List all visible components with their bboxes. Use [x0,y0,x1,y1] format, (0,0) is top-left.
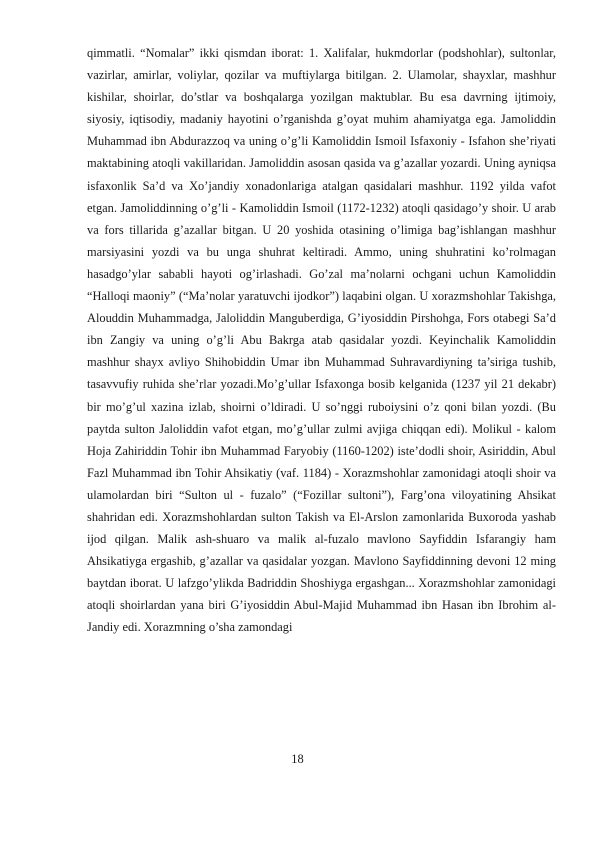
body-paragraph: qimmatli. “Nomalar” ikki qismdan iborat: 1. Xalifalar, hukmdorlar (podshohlar), sultonlar, vazirlar, amirlar, voliylar, qozilar va muftiylarga bitilgan. 2. Ulamolar, shayxlar, mashhur kishilar, shoirlar, do’stlar va boshqalarga yozilgan maktublar. Bu esa davrning ijtimoiy, siyosiy, iqtisodiy, madaniy hayotini o’rganishda g’oyat muhim ahamiyatga ega. Jamoliddin Muhammad ibn Abdurazzoq va uning o’g’li Kamoliddin Ismoil Isfaxoniy - Isfahon she’riyati maktabining atoqli vakillaridan. Jamoliddin asosan qasida va g’azallar yozardi. Uning ayniqsa isfaxonlik Sa’d va Xo’jandiy xonadonlariga atalgan qasidalari mashhur. 1192 yilda vafot etgan. Jamoliddinning o’g’li - Kamoliddin Ismoil (1172-1232) atoqli qasidago’y shoir. U arab va fors tillarida g’azallar bitgan. U 20 yoshida otasining o’limiga bag’ishlangan mashhur marsiyasini yozdi va bu unga shuhrat keltiradi. Ammo, uning shuhratini ko’rolmagan hasadgo’ylar sababli hayoti og’irlashadi. Go’zal ma’nolarni ochgani uchun Kamoliddin “Halloqi maoniy” (“Ma’nolar yaratuvchi ijodkor”) laqabini olgan. U xorazmshohlar Takishga, Alouddin Muhammadga, Jaloliddin Manguberdiga, G’iyosiddin Pirshohga, Fors otabegi Sa’d ibn Zangiy va uning o’g’li Abu Bakrga atab qasidalar yozdi. Keyinchalik Kamoliddin mashhur shayx avliyo Shihobiddin Umar ibn Muhammad Suhravardiyning ta’siriga tushib, tasavvufiy ruhida she’rlar yozadi.Mo’g’ullar Isfaxonga bosib kelganida (1237 yil 21 dekabr) bir mo’g’ul xazina izlab, shoirni o’ldiradi. U so’nggi ruboiysini o’z qoni bilan yozdi. (Bu paytda sulton Jaloliddin vafot etgan, mo’g’ullar zulmi avjiga chiqqan edi). Molikul - kalom Hoja Zahiriddin Tohir ibn Muhammad Faryobiy (1160-1202) iste’dodli shoir, Asiriddin, Abul Fazl Muhammad ibn Tohir Ahsikatiy (vaf. 1184) - Xorazmshohlar zamonidagi atoqli shoir va ulamolardan biri “Sulton ul - fuzalo” (“Fozillar sultoni”), Farg’ona viloyatining Ahsikat shahridan edi. Xorazmshohlardan sulton Takish va El-Arslon zamonlarida Buxoroda yashab ijod qilgan. Malik ash-shuaro va malik al-fuzalo mavlono Sayfiddin Isfarangiy ham Ahsikatiyga ergashib, g’azallar va qasidalar yozgan. Mavlono Sayfiddinning devoni 12 ming baytdan iborat. U lafzgo’ylikda Badriddin Shoshiyga ergashgan... Xorazmshohlar zamonidagi atoqli shoirlardan yana biri G’iyosiddin Abul-Majid Muhammad ibn Hasan ibn Ibrohim al-Jandiy edi. Xorazmning o’sha zamondagi [87,46,556,635]
body-text-block [87,42,556,639]
page-number: 18 [291,752,304,766]
